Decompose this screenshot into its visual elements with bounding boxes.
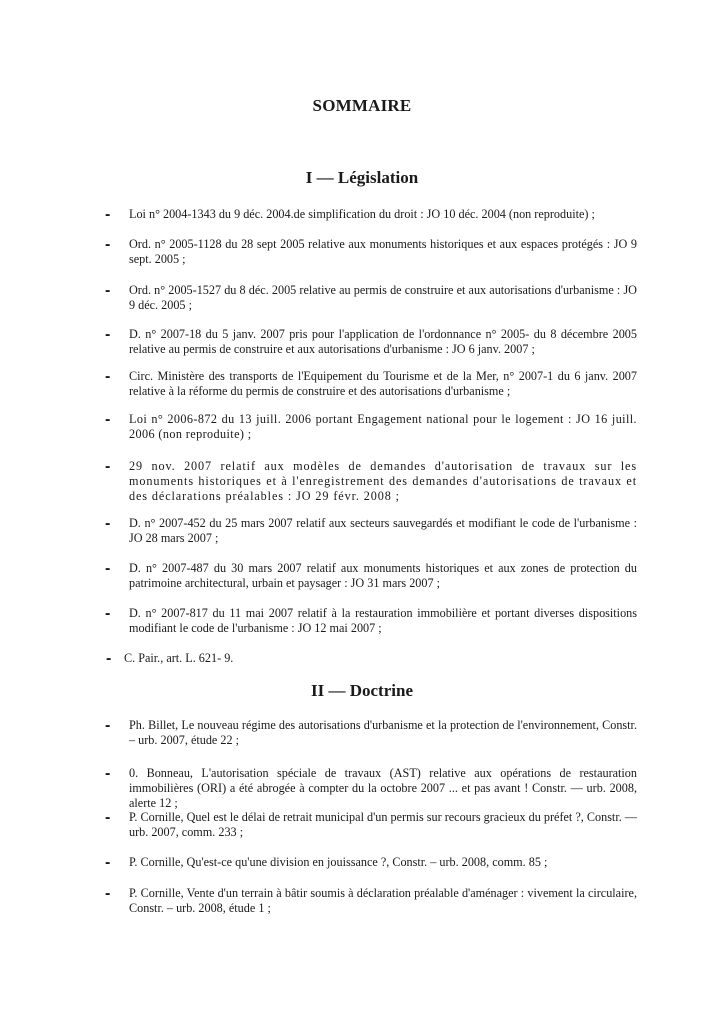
list-item-text: D. n° 2007-817 du 11 mai 2007 relatif à la restauration immobilière et portant diverses dispositions modifiant le code de l'urbanisme : JO 12 mai 2007 ;	[129, 606, 637, 635]
bullet-dash: -	[105, 236, 111, 253]
bullet-dash: -	[105, 605, 111, 622]
section-heading-legislation: I — Législation	[305, 168, 419, 187]
bullet-dash: -	[105, 368, 111, 385]
bullet-dash: -	[105, 458, 111, 475]
bullet-dash: -	[105, 560, 111, 577]
list-item-text: 0. Bonneau, L'autorisation spéciale de travaux (AST) relative aux opérations de restauration immobilières (ORI) a été abrogée à compter du la octobre 2007 ... et pas avant ! Constr. — urb. 2008, alerte 12 ;	[129, 766, 637, 810]
list-item-text: P. Cornille, Quel est le délai de retrait municipal d'un permis sur recours gracieux du préfet ?, Constr. — urb. 2007, comm. 233 ;	[129, 810, 637, 839]
list-item-text: Ord. n° 2005-1128 du 28 sept 2005 relative aux monuments historiques et aux espaces protégés : JO 9 sept. 2005 ;	[129, 237, 637, 266]
list-item-text: Loi n° 2004-1343 du 9 déc. 2004.de simplification du droit : JO 10 déc. 2004 (non reproduite) ;	[129, 207, 595, 221]
bullet-dash: -	[105, 854, 111, 871]
page-title: SOMMAIRE	[312, 96, 412, 115]
list-item-text: D. n° 2007-452 du 25 mars 2007 relatif aux secteurs sauvegardés et modifiant le code de l'urbanisme : JO 28 mars 2007 ;	[129, 516, 637, 545]
section-heading-doctrine: II — Doctrine	[311, 681, 413, 700]
bullet-dash: -	[105, 282, 111, 299]
bullet-dash: -	[105, 515, 111, 532]
bullet-dash: -	[105, 885, 111, 902]
bullet-dash: -	[105, 809, 111, 826]
list-item-text: 29 nov. 2007 relatif aux modèles de demandes d'autorisation de travaux sur les monuments historiques et à l'enregistrement des demandes d'autorisations de travaux et des déclarations préalables : JO 29 févr. 2008 ;	[129, 459, 637, 503]
list-item-text: D. n° 2007-487 du 30 mars 2007 relatif aux monuments historiques et aux zones de protection du patrimoine architectural, urbain et paysager : JO 31 mars 2007 ;	[129, 561, 637, 590]
list-item-text: P. Cornille, Qu'est-ce qu'une division en jouissance ?, Constr. – urb. 2008, comm. 85 ;	[129, 855, 548, 869]
list-item-text: Ph. Billet, Le nouveau régime des autorisations d'urbanisme et la protection de l'environnement, Constr. – urb. 2007, étude 22 ;	[129, 718, 637, 747]
bullet-dash: -	[106, 650, 112, 667]
list-item-text: Ord. n° 2005-1527 du 8 déc. 2005 relative au permis de construire et aux autorisations d'urbanisme : JO 9 déc. 2005 ;	[129, 283, 637, 312]
bullet-dash: -	[105, 717, 111, 734]
bullet-dash: -	[105, 765, 111, 782]
list-item-text: P. Cornille, Vente d'un terrain à bâtir soumis à déclaration préalable d'aménager : vivement la circulaire, Constr. – urb. 2008, étude 1 ;	[129, 886, 637, 915]
list-item-text: Circ. Ministère des transports de l'Equipement du Tourisme et de la Mer, n° 2007-1 du 6 janv. 2007 relative à la réforme du permis de construire et des autorisations d'urbanisme ;	[129, 369, 637, 398]
list-item-text: Loi n° 2006-872 du 13 juill. 2006 portant Engagement national pour le logement : JO 16 juill. 2006 (non reproduite) ;	[129, 412, 637, 441]
bullet-dash: -	[105, 326, 111, 343]
list-item-text: D. n° 2007-18 du 5 janv. 2007 pris pour l'application de l'ordonnance n° 2005- du 8 décembre 2005 relative au permis de construire et aux autorisations d'urbanisme : JO 6 janv. 2007 ;	[129, 327, 637, 356]
bullet-dash: -	[105, 206, 111, 223]
list-item-text: C. Pair., art. L. 621- 9.	[124, 651, 234, 665]
bullet-dash: -	[105, 411, 111, 428]
